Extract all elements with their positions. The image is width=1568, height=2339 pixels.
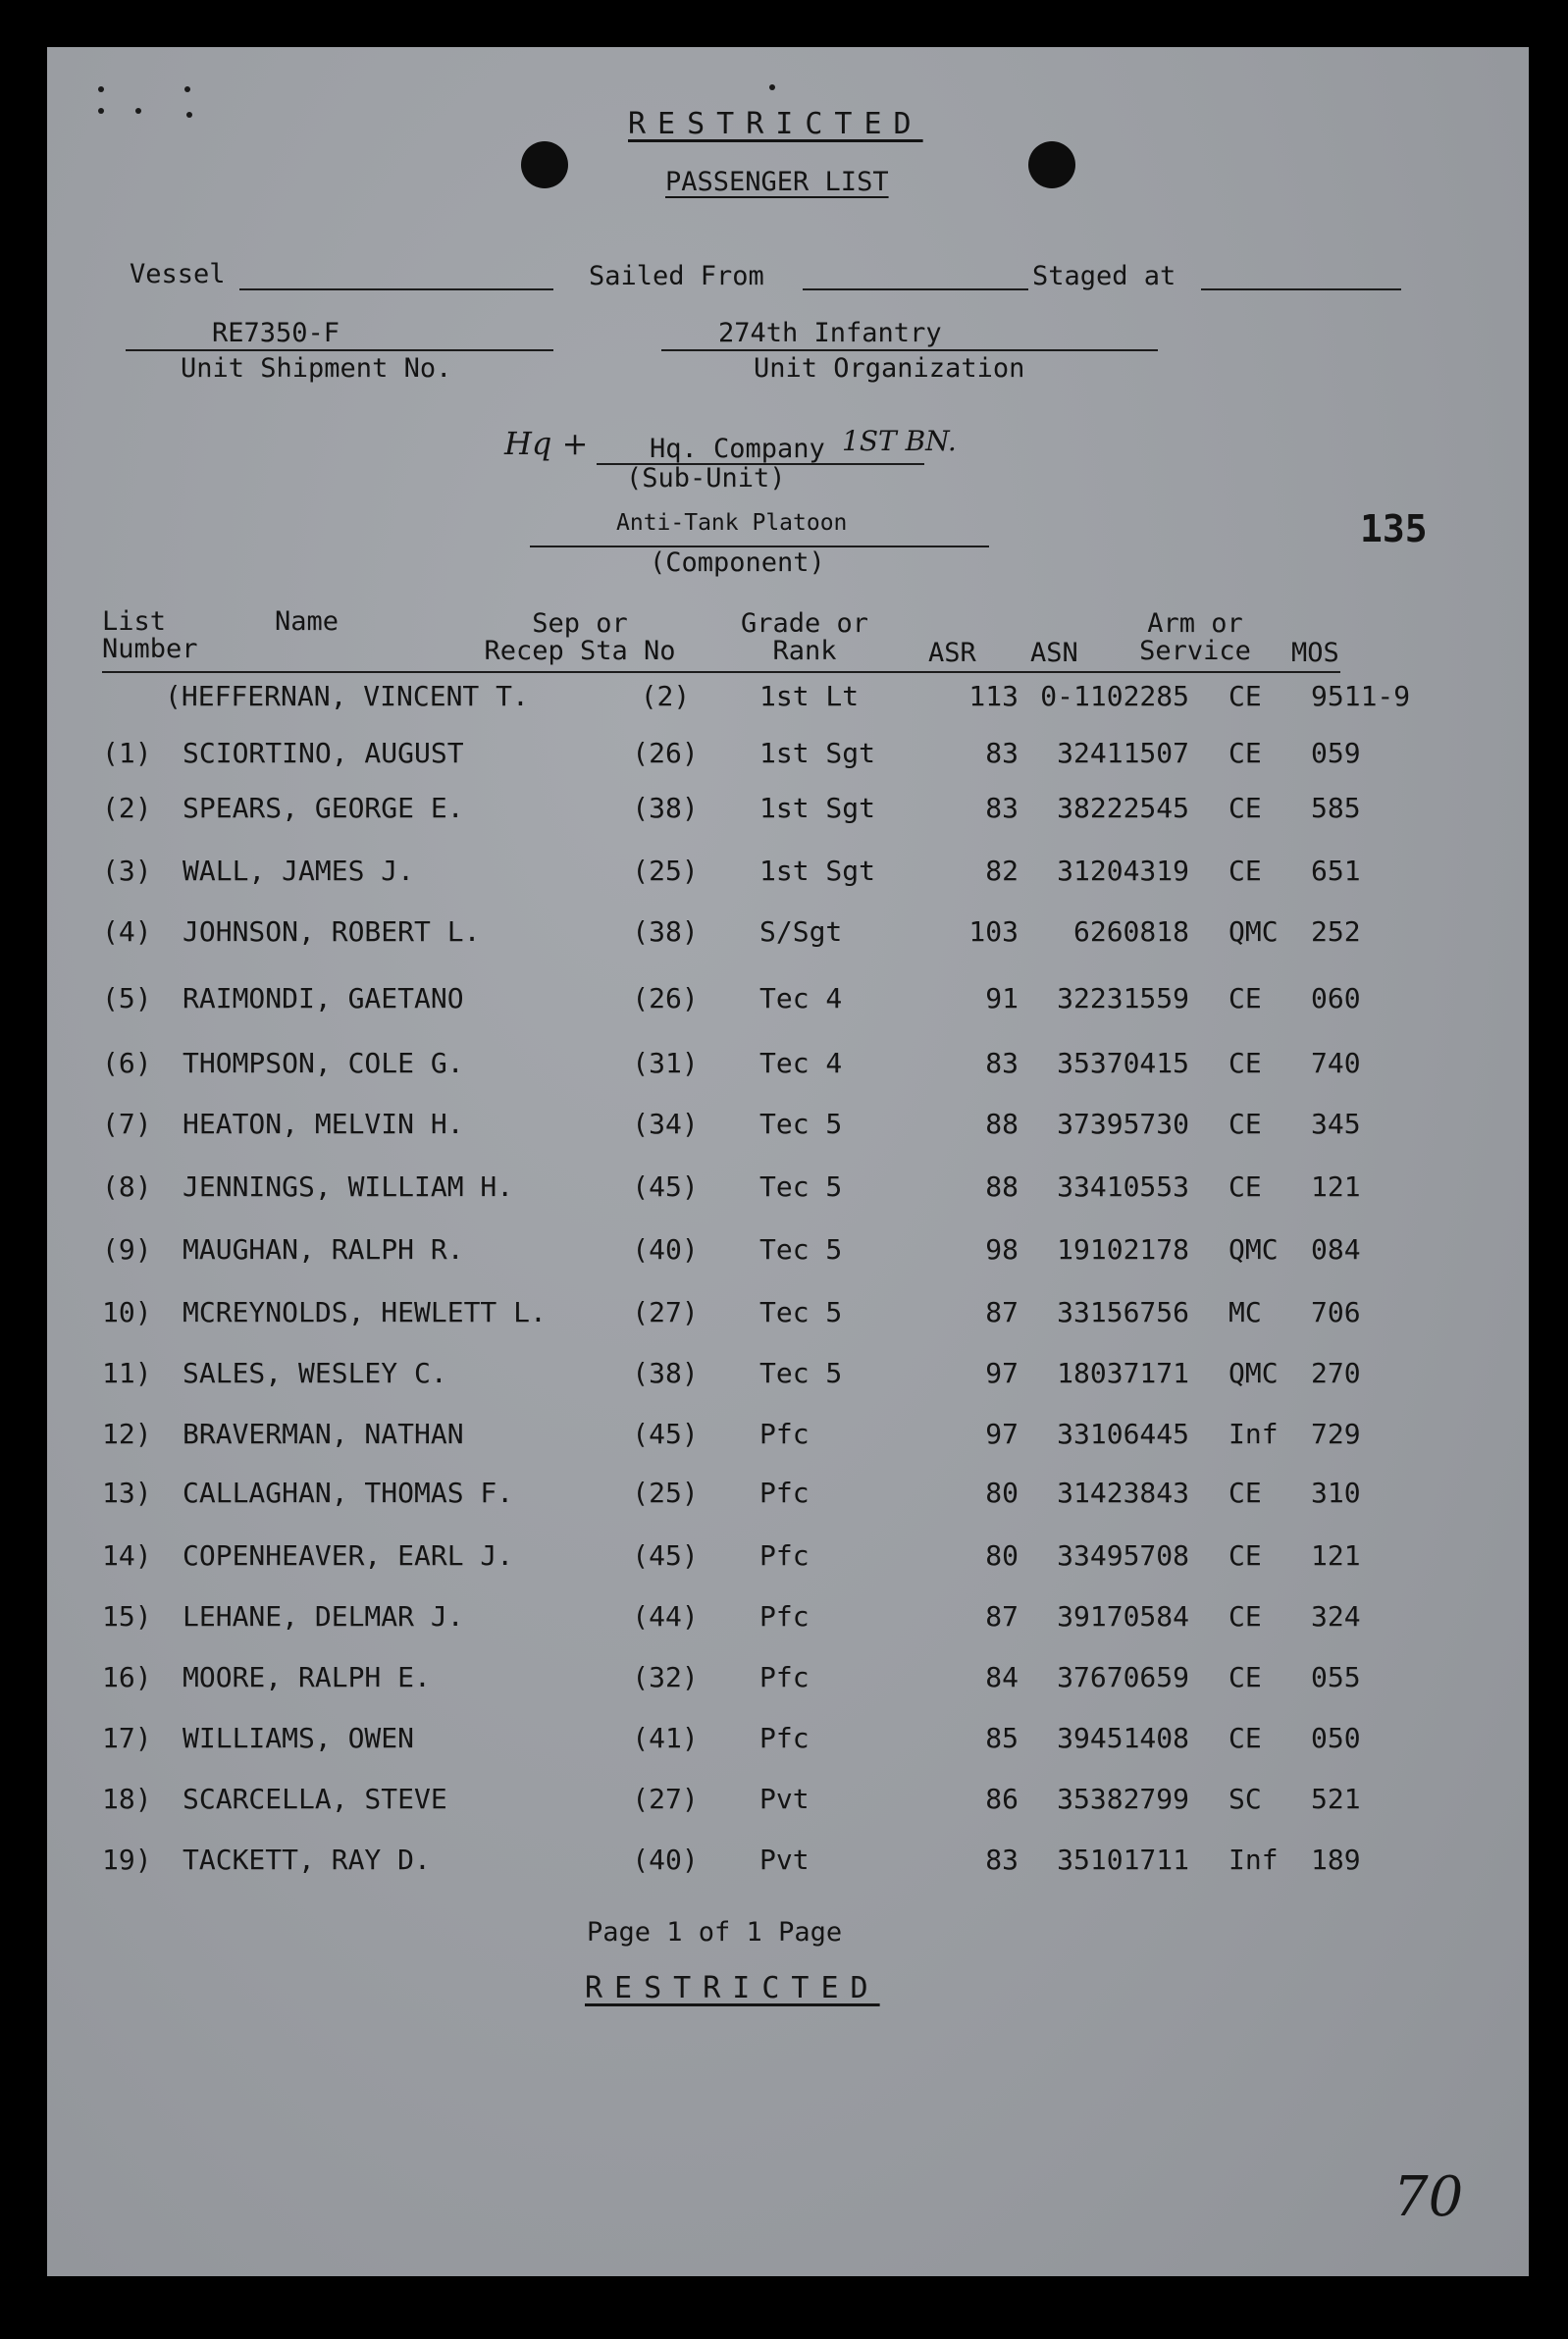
- table-row: [47, 915, 1529, 958]
- cell-asr: 103: [968, 915, 1019, 948]
- unit-shipment-line: [126, 349, 553, 351]
- cell-name: MOORE, RALPH E.: [183, 1661, 431, 1693]
- cell-num: (4): [102, 915, 152, 948]
- cell-num: (5): [102, 982, 152, 1014]
- handwritten-number: 70: [1393, 2165, 1464, 2229]
- cell-num: 16): [102, 1661, 152, 1693]
- sub-unit-label: (Sub-Unit): [626, 463, 786, 494]
- cell-asr: 87: [985, 1296, 1019, 1328]
- cell-grade: S/Sgt: [759, 915, 843, 948]
- table-row: [47, 1047, 1529, 1089]
- cell-asr: 83: [985, 737, 1019, 769]
- cell-arm: CE: [1228, 680, 1262, 712]
- cell-arm: QMC: [1228, 1357, 1279, 1389]
- cell-arm: CE: [1228, 855, 1262, 887]
- cell-grade: 1st Sgt: [759, 737, 876, 769]
- cell-mos: 055: [1311, 1661, 1361, 1693]
- col-asr: ASR: [928, 638, 976, 668]
- table-row: [47, 1477, 1529, 1519]
- cell-sta: (45): [632, 1170, 699, 1203]
- cell-grade: Tec 5: [759, 1108, 843, 1140]
- speck: [135, 108, 141, 114]
- cell-num: 10): [102, 1296, 152, 1328]
- punch-hole-left: [521, 141, 568, 188]
- table-row: [47, 1418, 1529, 1460]
- table-row: [47, 1357, 1529, 1399]
- cell-asr: 82: [985, 855, 1019, 887]
- cell-asn: 0-1102285: [1040, 680, 1189, 712]
- cell-asr: 98: [985, 1233, 1019, 1266]
- cell-asn: 35370415: [1057, 1047, 1189, 1079]
- cell-name: WILLIAMS, OWEN: [183, 1722, 415, 1754]
- unit-organization-label: Unit Organization: [754, 353, 1025, 384]
- cell-mos: 740: [1311, 1047, 1361, 1079]
- col-name: Name: [275, 606, 340, 637]
- cell-arm: CE: [1228, 737, 1262, 769]
- table-row: [47, 1722, 1529, 1764]
- cell-num: 15): [102, 1600, 152, 1633]
- cell-mos: 084: [1311, 1233, 1361, 1266]
- sailed-from-label: Sailed From: [589, 261, 764, 291]
- cell-mos: 270: [1311, 1357, 1361, 1389]
- cell-sta: (27): [632, 1783, 699, 1815]
- unit-shipment-label: Unit Shipment No.: [181, 353, 452, 384]
- table-row: [47, 1296, 1529, 1338]
- cell-num: (7): [102, 1108, 152, 1140]
- cell-grade: Tec 5: [759, 1296, 843, 1328]
- col-mos: MOS: [1291, 638, 1339, 668]
- cell-sta: (38): [632, 792, 699, 824]
- cell-num: 17): [102, 1722, 152, 1754]
- vessel-label: Vessel: [130, 259, 226, 289]
- cell-arm: CE: [1228, 792, 1262, 824]
- cell-asr: 83: [985, 1844, 1019, 1876]
- sailed-from-field: [803, 288, 1028, 290]
- cell-asn: 32411507: [1057, 737, 1189, 769]
- cell-arm: QMC: [1228, 915, 1279, 948]
- table-row: [47, 1108, 1529, 1150]
- cell-arm: MC: [1228, 1296, 1262, 1328]
- cell-arm: CE: [1228, 1539, 1262, 1572]
- cell-mos: 050: [1311, 1722, 1361, 1754]
- cell-asr: 88: [985, 1108, 1019, 1140]
- table-row: [47, 1661, 1529, 1703]
- table-row: [47, 982, 1529, 1024]
- cell-sta: (27): [632, 1296, 699, 1328]
- cell-arm: QMC: [1228, 1233, 1279, 1266]
- page-number: 135: [1360, 507, 1428, 550]
- cell-name: SALES, WESLEY C.: [183, 1357, 447, 1389]
- table-row: [47, 1783, 1529, 1825]
- cell-mos: 252: [1311, 915, 1361, 948]
- cell-num: 18): [102, 1783, 152, 1815]
- cell-name: SPEARS, GEORGE E.: [183, 792, 464, 824]
- cell-asr: 85: [985, 1722, 1019, 1754]
- cell-sta: (40): [632, 1233, 699, 1266]
- cell-asn: 6260818: [1072, 915, 1189, 948]
- cell-name: LEHANE, DELMAR J.: [183, 1600, 464, 1633]
- table-row: [47, 737, 1529, 779]
- cell-grade: 1st Sgt: [759, 855, 876, 887]
- document-title: PASSENGER LIST: [665, 167, 889, 197]
- cell-grade: Pvt: [759, 1844, 810, 1876]
- cell-asn: 38222545: [1057, 792, 1189, 824]
- cell-grade: Pfc: [759, 1722, 810, 1754]
- cell-asr: 80: [985, 1539, 1019, 1572]
- cell-grade: 1st Lt: [759, 680, 860, 712]
- cell-num: (8): [102, 1170, 152, 1203]
- cell-name: (HEFFERNAN, VINCENT T.: [165, 680, 529, 712]
- handwritten-battalion: 1ST BN.: [842, 425, 957, 457]
- cell-num: (6): [102, 1047, 152, 1079]
- cell-asr: 97: [985, 1418, 1019, 1450]
- cell-name: BRAVERMAN, NATHAN: [183, 1418, 464, 1450]
- table-row: [47, 1846, 1529, 1886]
- cell-sta: (45): [632, 1539, 699, 1572]
- cell-sta: (38): [632, 915, 699, 948]
- table-row: [47, 1170, 1529, 1213]
- cell-name: MAUGHAN, RALPH R.: [183, 1233, 464, 1266]
- cell-arm: CE: [1228, 1477, 1262, 1509]
- cell-mos: 345: [1311, 1108, 1361, 1140]
- col-sep-recep: Sep or Recep Sta No: [484, 608, 676, 667]
- cell-asr: 84: [985, 1661, 1019, 1693]
- speck: [769, 84, 775, 90]
- cell-mos: 121: [1311, 1170, 1361, 1203]
- cell-asn: 19102178: [1057, 1233, 1189, 1266]
- unit-organization: 274th Infantry: [718, 318, 942, 348]
- table-row: [47, 1539, 1529, 1582]
- component: Anti-Tank Platoon: [616, 510, 848, 536]
- col-arm-service: Arm or Service: [1139, 608, 1251, 667]
- cell-mos: 651: [1311, 855, 1361, 887]
- cell-name: MCREYNOLDS, HEWLETT L.: [183, 1296, 547, 1328]
- cell-arm: Inf: [1228, 1418, 1279, 1450]
- cell-asr: 87: [985, 1600, 1019, 1633]
- cell-asn: 35101711: [1057, 1844, 1189, 1876]
- vessel-field: [239, 288, 553, 290]
- cell-name: SCARCELLA, STEVE: [183, 1783, 447, 1815]
- cell-grade: Pvt: [759, 1783, 810, 1815]
- cell-num: 14): [102, 1539, 152, 1572]
- cell-mos: 729: [1311, 1418, 1361, 1450]
- table-row: [47, 855, 1529, 897]
- cell-grade: Pfc: [759, 1477, 810, 1509]
- cell-sta: (41): [632, 1722, 699, 1754]
- cell-sta: (40): [632, 1844, 699, 1876]
- cell-asn: 37395730: [1057, 1108, 1189, 1140]
- cell-arm: CE: [1228, 1047, 1262, 1079]
- cell-asn: 33106445: [1057, 1418, 1189, 1450]
- cell-arm: CE: [1228, 1722, 1262, 1754]
- component-label: (Component): [650, 547, 825, 578]
- cell-grade: Tec 5: [759, 1357, 843, 1389]
- cell-sta: (25): [632, 855, 699, 887]
- cell-num: 12): [102, 1418, 152, 1450]
- cell-name: JENNINGS, WILLIAM H.: [183, 1170, 514, 1203]
- cell-name: THOMPSON, COLE G.: [183, 1047, 464, 1079]
- speck: [98, 86, 104, 92]
- cell-name: WALL, JAMES J.: [183, 855, 415, 887]
- col-list-number: List Number: [102, 606, 198, 665]
- table-row: [47, 792, 1529, 834]
- cell-grade: 1st Sgt: [759, 792, 876, 824]
- cell-sta: (31): [632, 1047, 699, 1079]
- handwritten-hq: Hq +: [504, 425, 589, 462]
- unit-shipment-no: RE7350-F: [212, 318, 340, 348]
- cell-asr: 113: [968, 680, 1019, 712]
- cell-asr: 86: [985, 1783, 1019, 1815]
- cell-asn: 33410553: [1057, 1170, 1189, 1203]
- cell-grade: Tec 5: [759, 1170, 843, 1203]
- cell-name: TACKETT, RAY D.: [183, 1844, 431, 1876]
- cell-mos: 310: [1311, 1477, 1361, 1509]
- cell-arm: CE: [1228, 1108, 1262, 1140]
- cell-sta: (26): [632, 982, 699, 1014]
- cell-mos: 324: [1311, 1600, 1361, 1633]
- cell-asr: 97: [985, 1357, 1019, 1389]
- cell-num: (9): [102, 1233, 152, 1266]
- cell-grade: Pfc: [759, 1600, 810, 1633]
- cell-sta: (34): [632, 1108, 699, 1140]
- cell-name: CALLAGHAN, THOMAS F.: [183, 1477, 514, 1509]
- cell-mos: 585: [1311, 792, 1361, 824]
- cell-arm: CE: [1228, 982, 1262, 1014]
- punch-hole-right: [1028, 141, 1075, 188]
- cell-asn: 35382799: [1057, 1783, 1189, 1815]
- cell-asn: 33495708: [1057, 1539, 1189, 1572]
- table-row: [47, 1233, 1529, 1275]
- unit-organization-line: [661, 349, 1158, 351]
- cell-grade: Pfc: [759, 1418, 810, 1450]
- cell-grade: Tec 5: [759, 1233, 843, 1266]
- document-page: [47, 47, 1529, 2276]
- cell-sta: (44): [632, 1600, 699, 1633]
- header-rule: [102, 671, 1340, 673]
- cell-asn: 18037171: [1057, 1357, 1189, 1389]
- cell-sta: (26): [632, 737, 699, 769]
- cell-num: (1): [102, 737, 152, 769]
- cell-grade: Tec 4: [759, 1047, 843, 1079]
- cell-num: 11): [102, 1357, 152, 1389]
- page-indicator: Page 1 of 1 Page: [587, 1917, 843, 1948]
- cell-asr: 80: [985, 1477, 1019, 1509]
- cell-arm: CE: [1228, 1661, 1262, 1693]
- cell-num: 13): [102, 1477, 152, 1509]
- cell-grade: Pfc: [759, 1661, 810, 1693]
- col-asn: ASN: [1030, 638, 1078, 668]
- cell-sta: (25): [632, 1477, 699, 1509]
- cell-name: RAIMONDI, GAETANO: [183, 982, 464, 1014]
- cell-asn: 33156756: [1057, 1296, 1189, 1328]
- cell-asn: 39170584: [1057, 1600, 1189, 1633]
- cell-mos: 059: [1311, 737, 1361, 769]
- staged-at-label: Staged at: [1032, 261, 1176, 291]
- cell-asn: 32231559: [1057, 982, 1189, 1014]
- cell-num: (2): [102, 792, 152, 824]
- cell-sta: (38): [632, 1357, 699, 1389]
- cell-mos: 121: [1311, 1539, 1361, 1572]
- restricted-header: RESTRICTED: [628, 107, 923, 141]
- cell-asn: 31423843: [1057, 1477, 1189, 1509]
- cell-asn: 37670659: [1057, 1661, 1189, 1693]
- cell-name: SCIORTINO, AUGUST: [183, 737, 464, 769]
- cell-asr: 88: [985, 1170, 1019, 1203]
- speck: [186, 112, 192, 118]
- cell-arm: SC: [1228, 1783, 1262, 1815]
- cell-asr: 83: [985, 792, 1019, 824]
- table-row: [47, 680, 1529, 722]
- cell-name: JOHNSON, ROBERT L.: [183, 915, 481, 948]
- col-grade: Grade or Rank: [740, 608, 869, 667]
- cell-grade: Tec 4: [759, 982, 843, 1014]
- restricted-footer: RESTRICTED: [585, 1971, 880, 2005]
- cell-arm: CE: [1228, 1600, 1262, 1633]
- cell-asn: 31204319: [1057, 855, 1189, 887]
- cell-asn: 39451408: [1057, 1722, 1189, 1754]
- speck: [98, 108, 104, 114]
- sub-unit: Hq. Company: [650, 434, 825, 464]
- cell-name: HEATON, MELVIN H.: [183, 1108, 464, 1140]
- cell-asr: 83: [985, 1047, 1019, 1079]
- table-row: [47, 1600, 1529, 1642]
- cell-asr: 91: [985, 982, 1019, 1014]
- cell-num: 19): [102, 1844, 152, 1876]
- cell-name: COPENHEAVER, EARL J.: [183, 1539, 514, 1572]
- cell-arm: CE: [1228, 1170, 1262, 1203]
- cell-mos: 189: [1311, 1844, 1361, 1876]
- cell-mos: 9511-9: [1311, 680, 1411, 712]
- cell-grade: Pfc: [759, 1539, 810, 1572]
- cell-sta: (45): [632, 1418, 699, 1450]
- speck: [184, 86, 190, 92]
- cell-mos: 521: [1311, 1783, 1361, 1815]
- cell-num: (3): [102, 855, 152, 887]
- staged-at-field: [1201, 288, 1401, 290]
- cell-mos: 060: [1311, 982, 1361, 1014]
- cell-mos: 706: [1311, 1296, 1361, 1328]
- cell-arm: Inf: [1228, 1844, 1279, 1876]
- cell-sta: (32): [632, 1661, 699, 1693]
- cell-sta: (2): [640, 680, 691, 712]
